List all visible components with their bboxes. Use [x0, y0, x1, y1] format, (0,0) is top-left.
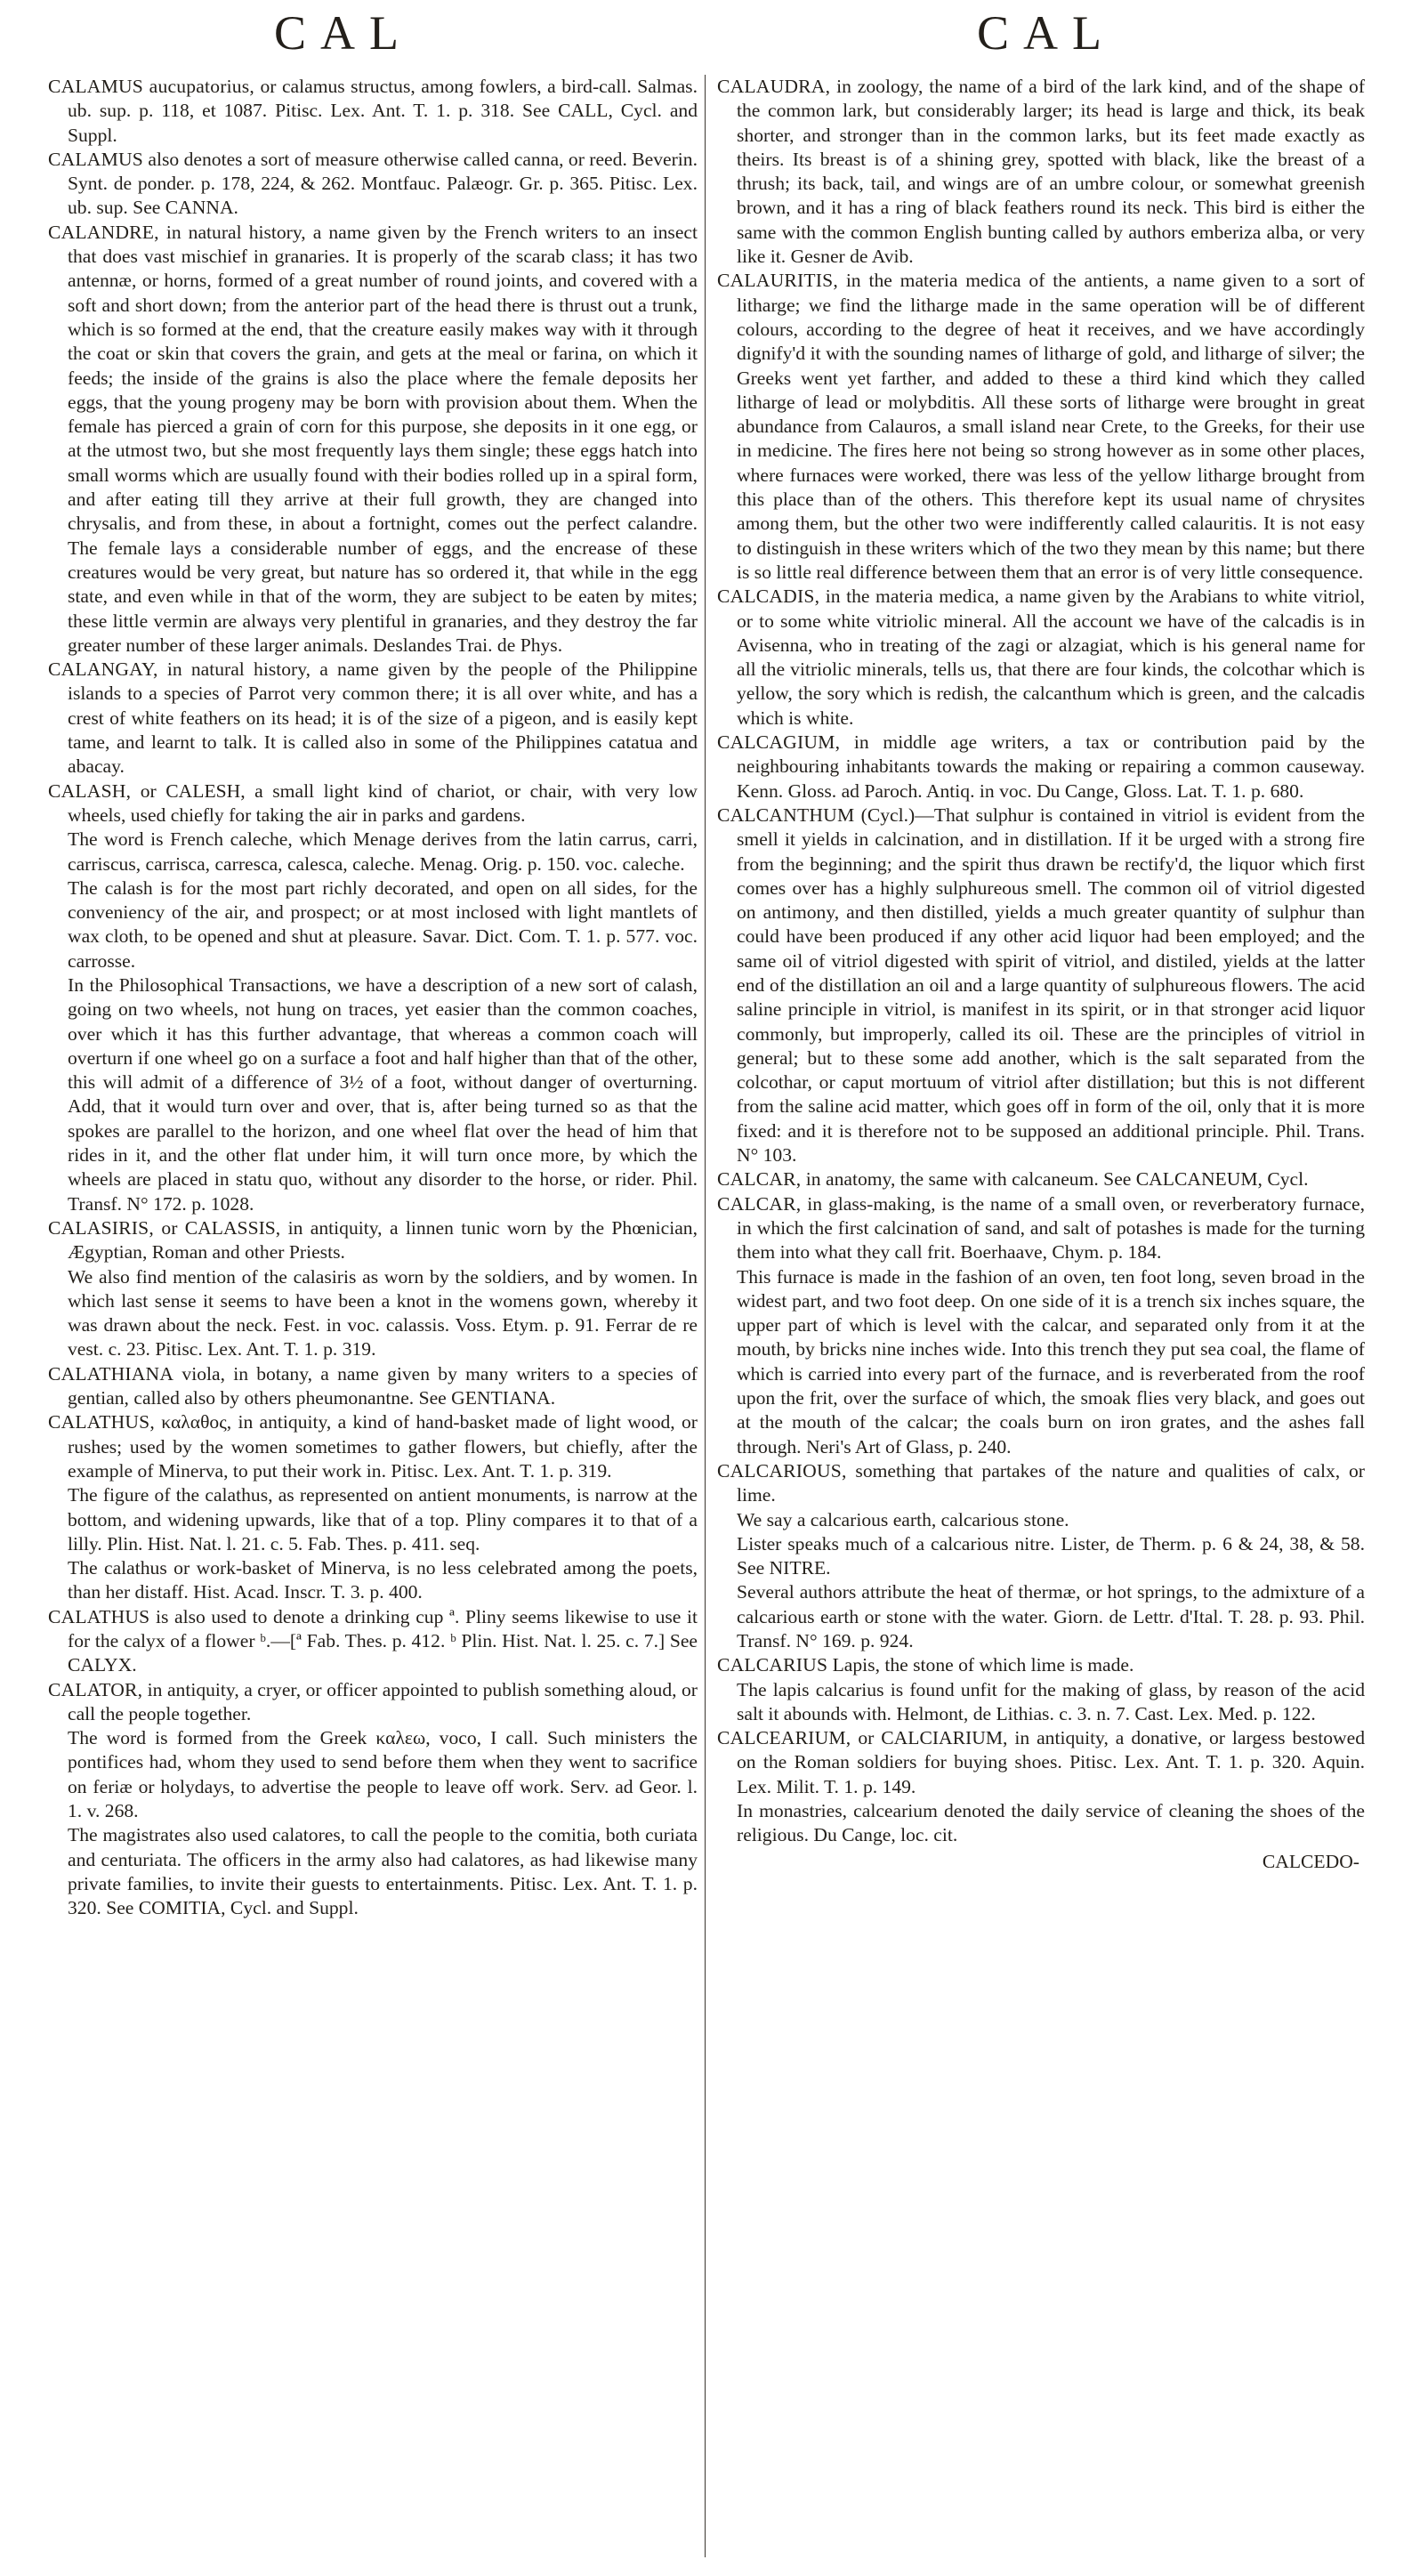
entry-headword: CALATHUS — [48, 1605, 150, 1627]
entry-body — [48, 148, 698, 221]
entry-headword: CALCADIS, — [717, 585, 820, 608]
entry-paragraph: The word is formed from the Greek καλεω, voco, I call. Such ministers the pontifices had, whom they used to send before them when they went to sacrifice on feriæ or holydays, to advertise the people to leave off work. Serv. ad Geor. l. 1. v. 268. — [68, 1727, 698, 1822]
entry-paragraph: In monastries, calcearium denoted the daily service of cleaning the shoes of the religious. Du Cange, loc. cit. — [737, 1800, 1365, 1846]
entry-body — [717, 803, 1365, 1167]
entry-headword: CALATOR, — [48, 1678, 143, 1700]
entry-text: viola, in botany, a name given by many writers to a species of gentian, called also by others pheumonantne. See GENTIANA. — [68, 1362, 698, 1409]
dictionary-entry — [717, 75, 1365, 269]
entry-text: in zoology, the name of a bird of the lark kind, and of the shape of the common lark, but considerably larger; its head is large and thick, its beak shorter, and stronger than in the common larks, but its feet made exactly as theirs. Its breast is of a shining grey, spotted with black, like the breast of a thrush; its back, tail, and wings are of an umbre colour, or somewhat greenish brown, and it has a ring of black feathers round its neck. This bird is either the same with the common English bunting called by authors emberiza alba, or very like it. Gesner de Avib. — [737, 76, 1366, 268]
entry-paragraph: Several authors attribute the heat of thermæ, or hot springs, to the admixture of a calcarious earth or stone with the water. Giorn. de Lettr. d'Ital. T. 28. p. 93. Phil. Transf. N° 169. p. 924. — [737, 1581, 1365, 1651]
entry-headword: CALCARIUS — [717, 1654, 828, 1676]
catchword: CALCEDO- — [1262, 1850, 1359, 1872]
entry-text: or CALESH, a small light kind of chariot, or chair, with very low wheels, used chiefly for taking the air in parks and gardens. — [68, 779, 698, 826]
entry-headword: CALASIRIS, — [48, 1216, 154, 1239]
entry-text: also denotes a sort of measure otherwise called canna, or reed. Beverin. Synt. de ponder. p. 178, 224, & 262. Montfauc. Palæogr. Gr. p. 365. Pitisc. Lex. ub. sup. See CANNA. — [68, 148, 698, 219]
entry-headword: CALATHUS, — [48, 1411, 155, 1433]
dictionary-entry — [48, 1410, 698, 1604]
entry-body — [717, 1192, 1365, 1265]
entry-headword: CALASH, — [48, 779, 132, 802]
dictionary-entry — [48, 1362, 698, 1411]
entry-paragraph: The lapis calcarius is found unfit for the making of glass, by reason of the acid salt it abounds with. Helmont, de Lithias. c. 3. n. 7. Cast. Lex. Med. p. 122. — [737, 1678, 1365, 1724]
entry-body — [717, 731, 1365, 803]
dictionary-entry — [717, 1459, 1365, 1653]
dictionary-entry — [48, 658, 698, 779]
entry-paragraph: The figure of the calathus, as represented on antient monuments, is narrow at the bottom, and widening upwards, like that of a top. Pliny compares it to that of a lilly. Plin. Hist. Nat. l. 21. c. 5. Fab. Thes. p. 411. seq. — [68, 1484, 698, 1554]
column-divider — [705, 75, 706, 2557]
entry-body — [48, 1605, 698, 1678]
entry-body — [717, 269, 1365, 585]
entry-headword: CALCARIOUS, — [717, 1459, 847, 1482]
entry-body — [717, 1167, 1365, 1191]
entry-body — [717, 75, 1366, 269]
entry-headword: CALCAGIUM, — [717, 731, 841, 754]
entry-text: (Cycl.)—That sulphur is contained in vitriol is evident from the smell it yields in calcination, and in distillation. If it be urged with a strong fire from the beginning; and the spirit thus drawn be rectify'd, the liquor which first comes over has a highly sulphureous smell. The common oil of vitriol digested on antimony, and then distilled, yields a much greater quantity of sulphur than could have been produced if any other acid liquor had been employed; and the same oil of vitriol digested with spirit of vitriol, and distiled, yields at the latter end of the distillation an oil and a large quantity of sulphureous flowers. The acid saline principle in vitriol, is manifest in its spirit, or in that stronger acid liquor commonly, but improperly, called its oil. These are the principles of vitriol in general; but to these some add another, which is the salt separated from the colcothar, or caput mortuum of vitriol after distillation; but this is not different from the saline acid matter, which goes off in form of the oil, only that it is more fixed: and it is therefore not to be supposed an additional principle. Phil. Trans. N° 103. — [737, 803, 1365, 1167]
entry-paragraph: In the Philosophical Transactions, we have a description of a new sort of calash, going on two wheels, not hung on traces, yet easier than the common coaches, over which it has this further advantage, that whereas a common coach will overturn if one wheel go on a surface a foot and half higher than that of the other, this will admit of a difference of 3½ of a foot, without danger of overturning. Add, that it would turn over and over, that is, after being turned so as that the spokes are parallel to the horizon, and one wheel flat over the head of him that rides in it, and the other flat under him, it will turn once more, by which the wheels are placed in statu quo, without any disorder to the horse, or rider. Phil. Transf. N° 172. p. 1028. — [68, 973, 698, 1215]
entry-headword: CALAMUS — [48, 148, 143, 170]
entry-text: something that partakes of the nature and qualities of calx, or lime. — [737, 1459, 1366, 1506]
dictionary-entry — [48, 148, 698, 221]
dictionary-entry — [717, 1726, 1365, 1847]
entry-text: καλαθος, in antiquity, a kind of hand-basket made of light wood, or rushes; used by the women sometimes to gather flowers, but chiefly, after the example of Minerva, to put their work in. Pitisc. Lex. Ant. T. 1. p. 319. — [68, 1411, 698, 1482]
dictionary-entry — [717, 803, 1365, 1167]
dictionary-entry — [48, 779, 698, 1216]
entry-paragraph: The calathus or work-basket of Minerva, is no less celebrated among the poets, than her distaff. Hist. Acad. Inscr. T. 3. p. 400. — [68, 1557, 698, 1603]
dictionary-entry — [717, 1653, 1365, 1726]
entry-body — [48, 1410, 698, 1483]
entry-paragraph: We also find mention of the calasiris as worn by the soldiers, and by women. In which last sense it seems to have been a knot in the womens gown, whereby it was drawn about the neck. Fest. in voc. calassis. Voss. Etym. p. 91. Ferrar de re vest. c. 23. Pitisc. Lex. Ant. T. 1. p. 319. — [68, 1265, 698, 1361]
entry-text: in the materia medica, a name given by the Arabians to white vitriol, or to some white vitriolic mineral. All the account we have of the calcadis is in Avisenna, who in treating of the zagi or alzagiat, which is his general name for all the vitriolic minerals, tells us, that there are four kinds, the colcothar which is yellow, the sory which is redish, the calcanthum which is green, and the calcadis which is white. — [737, 585, 1365, 729]
dictionary-entry — [717, 585, 1365, 731]
entry-text: or calamus structus, among fowlers, a bird-call. Salmas. ub. sup. p. 118, et 1087. Pitisc. Lex. Ant. T. 1. p. 318. See CALL, Cycl. and Suppl. — [68, 76, 698, 146]
entry-paragraph: The calash is for the most part richly decorated, and open on all sides, for the conveniency of the air, and prospect; or at most inclosed with light mantlets of wax cloth, to be opened and shut at pleasure. Savar. Dict. Com. T. 1. p. 577. voc. carrosse. — [68, 876, 698, 972]
entry-paragraph: The magistrates also used calatores, to call the people to the comitia, both curiata and centuriata. The officers in the army also had calatores, as had likewise many private families, to invite their guests to entertainments. Pitisc. Lex. Ant. T. 1. p. 320. See COMITIA, Cycl. and Suppl. — [68, 1824, 698, 1919]
dictionary-entry — [717, 731, 1365, 803]
entry-headword: CALCANTHUM — [717, 803, 855, 826]
entry-body — [717, 1726, 1366, 1799]
dictionary-entry — [48, 75, 698, 148]
entry-headword: CALAUDRA, — [717, 76, 831, 97]
entry-body — [48, 1678, 698, 1727]
entry-body — [48, 75, 698, 148]
entry-text: in antiquity, a cryer, or officer appointed to publish something aloud, or call the people together. — [68, 1678, 698, 1724]
dictionary-entry — [717, 1192, 1365, 1459]
entry-body — [48, 1216, 698, 1265]
entry-headword: CALAURITIS, — [717, 270, 838, 292]
entry-paragraph: We say a calcarious earth, calcarious stone. — [737, 1508, 1069, 1530]
dictionary-entry — [48, 1216, 698, 1362]
entry-text: in natural history, a name given by the people of the Philippine islands to a species of Parrot very common there; it is all over white, and has a crest of white feathers on its head; it is of the size of a pigeon, and is easily kept tame, and learnt to talk. It is called also in some of the Philippines catatua and abacay. — [68, 658, 698, 778]
entry-text: in anatomy, the same with calcaneum. See CALCANEUM, Cycl. — [805, 1168, 1309, 1191]
entry-text: is also used to denote a drinking cup ª. Pliny seems likewise to use it for the calyx of a flower ᵇ.—[ª Fab. Thes. p. 412. ᵇ Plin. Hist. Nat. l. 25. c. 7.] See CALYX. — [68, 1605, 698, 1676]
running-head — [0, 5, 1428, 68]
entry-paragraph: This furnace is made in the fashion of an oven, ten foot long, seven broad in the widest part, and two foot deep. On one side of it is a trench six inches square, the upper part of which is level with the calcar, and separated only from it at the mouth, by bricks nine inches wide. Into this trench they put sea coal, the flame of which is carried into every part of the furnace, and is reverberated from the roof upon the frit, over the surface of which, the smoak flies very black, and goes out at the mouth of the calcar; the coals burn on iron grates, and the ashes fall through. Neri's Art of Glass, p. 240. — [737, 1265, 1365, 1458]
entry-headword: CALAMUS aucupatorius, — [48, 76, 254, 97]
entry-text: in glass-making, is the name of a small oven, or reverberatory furnace, in which the first calcination of sand, and salt of potashes is made for the turning them into what they call frit. Boerhaave, Chym. p. 184. — [737, 1192, 1365, 1264]
entry-text: Lapis, the stone of which lime is made. — [832, 1654, 1134, 1676]
running-head-right: CAL — [977, 6, 1116, 60]
entry-paragraph: Lister speaks much of a calcarious nitre. Lister, de Therm. p. 6 & 24, 38, & 58. See NITRE. — [737, 1532, 1365, 1579]
dictionary-entry — [48, 221, 698, 658]
dictionary-entry — [48, 1678, 698, 1921]
dictionary-entry — [717, 269, 1365, 585]
entry-headword: CALANDRE, — [48, 221, 159, 243]
entry-body — [48, 221, 698, 658]
entry-headword: CALCEARIUM, — [717, 1727, 851, 1749]
entry-headword: CALCAR, — [717, 1192, 802, 1215]
left-column — [48, 75, 698, 1921]
entry-headword: CALANGAY, — [48, 658, 158, 681]
entry-text: or CALASSIS, in antiquity, a linnen tunic worn by the Phœnician, Ægyptian, Roman and other Priests. — [68, 1216, 698, 1264]
entry-body — [717, 1459, 1366, 1508]
right-column — [717, 75, 1365, 1874]
entry-text: in middle age writers, a tax or contribution paid by the neighbouring inhabitants towards the making or repairing a common causeway. Kenn. Gloss. ad Paroch. Antiq. in voc. Du Cange, Gloss. Lat. T. 1. p. 680. — [737, 731, 1365, 802]
entry-text: in natural history, a name given by the French writers to an insect that does vast mischief in granaries. It is properly of the scarab class; it has two antennæ, or horns, formed of a great number of round joints, and covered with a soft and short down; from the anterior part of the head there is thrust out a trunk, which is so formed at the end, that the creature easily makes way with it through the coat or skin that covers the grain, and gets at the meal or farina, on which it feeds; the inside of the grains is also the place where the female deposits her eggs, that the young progeny may be born with provision about them. When the female has pierced a grain of corn for this purpose, she deposits in it one egg, or at the utmost two, but she most frequently lays them single; these eggs hatch into small worms which are usually found with their bodies rolled up in a spiral form, and after eating till they arrive at their full growth, they are changed into chrysalis, and from these, in about a fortnight, comes out the perfect calandre. The female lays a considerable number of eggs, and the encrease of these creatures would be very great, but nature has so ordered it, that while in the egg state, and even while in that of the worm, they are subject to be eaten by mites; these little vermin are always very plentiful in granaries, and they destroy the far greater number of these larger animals. Deslandes Trai. de Phys. — [68, 221, 698, 656]
entry-paragraph: The word is French caleche, which Menage derives from the latin carrus, carri, carriscus, carrisca, carresca, calesca, caleche. Menag. Orig. p. 150. voc. caleche. — [68, 828, 698, 875]
entry-headword: CALATHIANA — [48, 1362, 174, 1385]
entry-body — [48, 1362, 698, 1411]
dictionary-entry — [48, 1605, 698, 1678]
entry-text: in the materia medica of the antients, a name given to a sort of litharge; we find the litharge made in the same operation will be of different colours, according to the degree of heat it receives, and we have accordingly dignify'd it with the sounding names of litharge of gold, and litharge of silver; the Greeks went yet farther, and added to these a third kind which they called litharge of lead or molybditis. All these sorts of litharge were brought in great abundance from Calauros, a small island near Crete, to the Greeks, for their use in medicine. The fires here not being so strong however as in some other places, where furnaces were worked, there was less of the yellow litharge brought from this place than of the others. This therefore kept its usual name of chrysites among them, but the other two were indifferently called calauritis. It is not easy to distinguish in these writers which of the two they mean by this name; but there is so little real difference between them that an error is of very little consequence. — [737, 270, 1365, 583]
entry-body — [717, 585, 1365, 731]
running-head-left: CAL — [274, 6, 413, 60]
entry-text: or CALCIARIUM, in antiquity, a donative, or largess bestowed on the Roman soldiers for buying shoes. Pitisc. Lex. Ant. T. 1. p. 320. Aquin. Lex. Milit. T. 1. p. 149. — [737, 1727, 1366, 1797]
entry-headword: CALCAR, — [717, 1168, 802, 1191]
entry-body — [717, 1653, 1365, 1677]
entry-body — [48, 658, 698, 779]
entry-body — [48, 779, 698, 828]
dictionary-entry — [717, 1167, 1365, 1191]
